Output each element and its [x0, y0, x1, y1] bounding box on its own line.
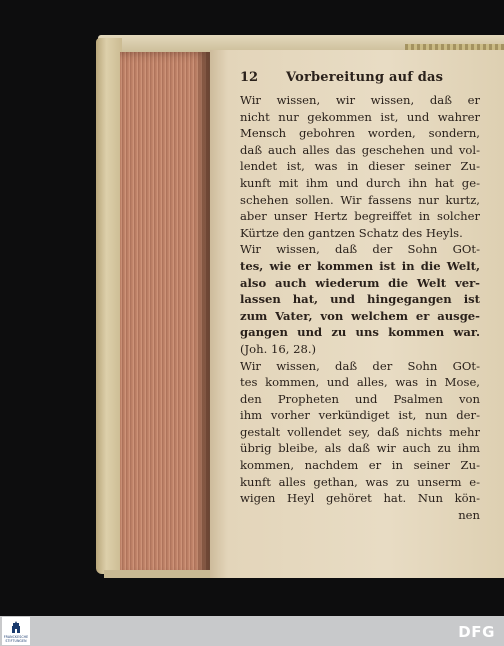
- orphanage-emblem-icon: [11, 621, 21, 633]
- logo-caption: [2, 636, 30, 643]
- text-line: Wir wissen, wir wissen, daß er: [240, 93, 480, 107]
- text-line: kommen, nachdem er in seiner Zu-: [240, 458, 480, 473]
- text-line: wigen Heyl gehöret hat. Nun kön-: [240, 491, 480, 506]
- text-line: den Propheten und Psalmen von: [240, 391, 480, 406]
- page-edges: [120, 52, 210, 578]
- text-line: nen: [458, 507, 480, 522]
- dfg-logo[interactable]: DFG: [458, 623, 495, 641]
- text-line: übrig bleibe, als daß wir auch zu ihm: [240, 441, 480, 456]
- text-line: Kürtze den gantzen Schatz des Heyls.: [240, 225, 463, 240]
- text-line: aber unser Hertz begreiffet in solcher: [240, 209, 480, 224]
- text-line: gestalt vollendet sey, daß nichts mehr: [240, 424, 480, 439]
- text-line: Wir wissen, daß der Sohn GOt-: [240, 358, 480, 373]
- text-line: zum Vater, von welchem er ausge-: [240, 308, 480, 323]
- text-line: (Joh. 16, 28.): [240, 341, 317, 356]
- text-line: daß auch alles das geschehen und vol-: [240, 142, 480, 157]
- text-line: gangen und zu uns kommen war.: [240, 325, 480, 340]
- running-head: Vorbereitung auf das: [286, 70, 444, 85]
- text-line: schehen sollen. Wir fassens nur kurtz,: [240, 192, 480, 207]
- text-line: also auch wiederum die Welt ver-: [240, 275, 480, 290]
- text-line: kunft alles gethan, was zu unserm e-: [240, 474, 480, 489]
- text-line: tes kommen, und alles, was in Mose,: [240, 375, 480, 390]
- text-line: lendet ist, was in dieser seiner Zu-: [240, 159, 480, 174]
- logo-caption-line1: FRANCKESCHE: [3, 635, 29, 639]
- text-line: nicht nur gekommen ist, und wahrer: [240, 109, 480, 124]
- text-line: Mensch gebohren worden, sondern,: [240, 126, 480, 141]
- text-line: tes, wie er kommen ist in die Welt,: [240, 258, 480, 273]
- text-line: Wir wissen, daß der Sohn GOt-: [240, 242, 480, 257]
- text-line: kunft mit ihm und durch ihn hat ge-: [240, 175, 480, 190]
- text-line: ihm vorher verkündiget ist, nun der-: [240, 408, 480, 423]
- book-cover-left: [96, 38, 122, 574]
- page-header: [240, 70, 482, 90]
- text-line: lassen hat, und hingegangen ist: [240, 292, 480, 307]
- footer-bar: [0, 616, 504, 646]
- institution-logo[interactable]: [2, 617, 30, 645]
- body-text: [240, 92, 482, 523]
- logo-caption-line2: STIFTUNGEN: [5, 638, 27, 643]
- page-number: 12: [240, 70, 259, 85]
- text-block: [240, 70, 482, 523]
